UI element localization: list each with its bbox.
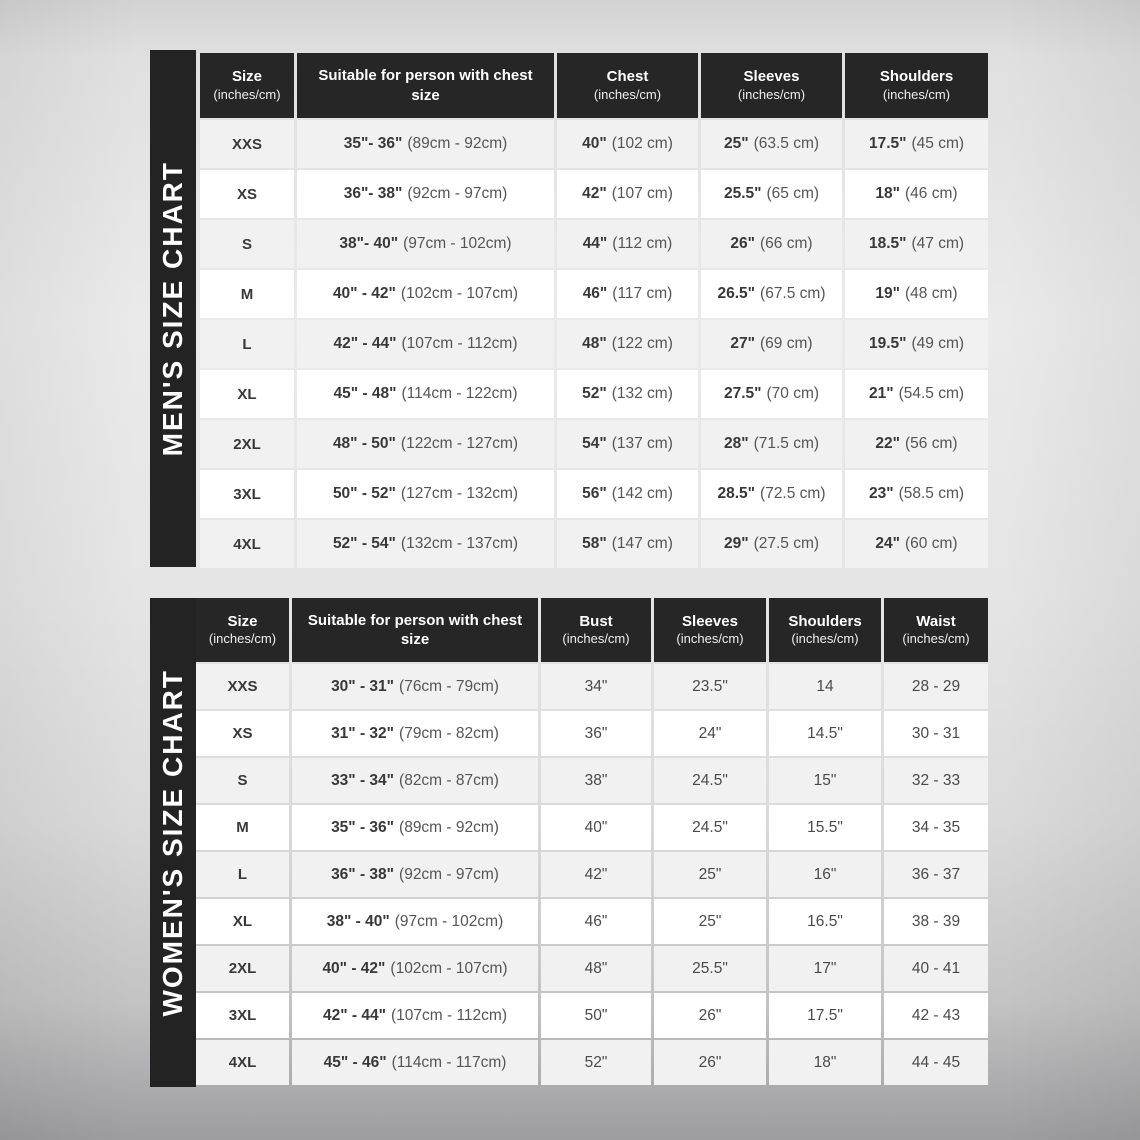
value-cm: (63.5 cm)	[753, 135, 820, 152]
value-cell: 24.5"	[654, 805, 766, 850]
value-cell	[297, 520, 554, 568]
value-cell: 14	[769, 664, 881, 709]
value-inches: 30" - 31"	[331, 677, 395, 695]
value-cm: (46 cm)	[905, 185, 958, 202]
value-cell	[701, 270, 842, 318]
header-title: Size	[227, 612, 258, 630]
header-title: Sleeves	[682, 612, 738, 630]
value-cell	[845, 470, 988, 518]
value-cell: 17"	[769, 946, 881, 991]
value-cell	[297, 270, 554, 318]
value-cm: (117 cm)	[612, 285, 673, 302]
value-cm: (54.5 cm)	[898, 385, 965, 402]
value-cell: 25.5"	[654, 946, 766, 991]
value-inches: 46"	[582, 285, 608, 302]
size-cell: 2XL	[196, 946, 289, 991]
value-cm: (60 cm)	[905, 535, 958, 552]
value-cell: 40"	[541, 805, 651, 850]
value-cell	[701, 470, 842, 518]
value-cm: (114cm - 122cm)	[401, 385, 518, 402]
value-cell: 26"	[654, 993, 766, 1038]
size-cell: XXS	[200, 120, 294, 168]
header-cell-shoulders	[769, 598, 881, 662]
size-cell: XS	[196, 711, 289, 756]
value-cm: (132 cm)	[611, 385, 673, 402]
value-inches: 52" - 54"	[332, 535, 396, 552]
value-cm: (97cm - 102cm)	[394, 912, 504, 930]
mens-banner-label: MEN'S SIZE CHART	[157, 160, 188, 457]
value-inches: 23"	[868, 485, 894, 502]
value-cell: 52"	[541, 1040, 651, 1085]
size-cell: S	[196, 758, 289, 803]
value-cm: (56 cm)	[905, 435, 958, 452]
value-cm: (122 cm)	[611, 335, 673, 352]
header-cell-waist	[884, 598, 988, 662]
size-cell: M	[196, 805, 289, 850]
header-subtitle: (inches/cm)	[593, 86, 662, 102]
value-cell	[557, 270, 698, 318]
value-cell: 38"	[541, 758, 651, 803]
value-cell	[557, 370, 698, 418]
value-cell	[292, 758, 538, 803]
value-cell	[297, 470, 554, 518]
value-cm: (58.5 cm)	[898, 485, 965, 502]
header-subtitle: (inches/cm)	[902, 631, 970, 647]
value-cell: 26"	[654, 1040, 766, 1085]
header-cell-size	[200, 53, 294, 118]
header-cell-sleeves	[654, 598, 766, 662]
value-cm: (89cm - 92cm)	[407, 135, 508, 152]
value-cell: 32 - 33	[884, 758, 988, 803]
value-cell	[701, 370, 842, 418]
value-cm: (147 cm)	[611, 535, 673, 552]
value-cell	[292, 946, 538, 991]
value-inches: 38" - 40"	[326, 912, 390, 930]
value-inches: 31" - 32"	[331, 724, 395, 742]
value-cm: (65 cm)	[766, 185, 820, 202]
value-inches: 48" - 50"	[332, 435, 396, 452]
value-cell	[292, 993, 538, 1038]
value-inches: 45" - 46"	[323, 1053, 387, 1071]
value-cell	[292, 664, 538, 709]
value-cell: 46"	[541, 899, 651, 944]
value-cm: (67.5 cm)	[760, 285, 826, 302]
value-inches: 36" - 38"	[331, 865, 395, 883]
value-cm: (76cm - 79cm)	[399, 677, 499, 695]
size-cell: 2XL	[200, 420, 294, 468]
value-cell: 42"	[541, 852, 651, 897]
value-inches: 28.5"	[717, 485, 756, 502]
value-cell	[845, 170, 988, 218]
womens-size-table	[196, 598, 988, 1085]
value-inches: 44"	[582, 235, 608, 252]
header-subtitle: (inches/cm)	[213, 86, 281, 102]
value-cm: (112 cm)	[612, 235, 673, 252]
value-cm: (79cm - 82cm)	[399, 724, 499, 742]
value-cm: (97cm - 102cm)	[403, 235, 512, 252]
value-cm: (49 cm)	[911, 335, 965, 352]
value-cell	[292, 899, 538, 944]
value-cell	[557, 470, 698, 518]
value-cm: (132cm - 137cm)	[400, 535, 519, 552]
header-title: Sleeves	[743, 68, 800, 86]
value-cm: (47 cm)	[911, 235, 965, 252]
value-cell: 15"	[769, 758, 881, 803]
size-cell: S	[200, 220, 294, 268]
value-inches: 42" - 44"	[323, 1006, 386, 1024]
value-inches: 18"	[875, 185, 901, 202]
value-cm: (107cm - 112cm)	[401, 335, 518, 352]
value-cm: (45 cm)	[911, 135, 965, 152]
value-cell	[845, 370, 988, 418]
value-cell	[701, 170, 842, 218]
value-cell: 17.5"	[769, 993, 881, 1038]
value-cell: 25"	[654, 899, 766, 944]
value-inches: 24"	[875, 535, 901, 552]
value-cell: 36 - 37	[884, 852, 988, 897]
value-cm: (92cm - 97cm)	[407, 185, 508, 202]
value-cm: (127cm - 132cm)	[400, 485, 519, 502]
value-cell: 42 - 43	[884, 993, 988, 1038]
value-cm: (70 cm)	[766, 385, 820, 402]
value-cell	[701, 120, 842, 168]
value-cell	[292, 852, 538, 897]
size-cell: L	[196, 852, 289, 897]
value-inches: 35"- 36"	[343, 135, 403, 152]
value-inches: 40" - 42"	[322, 959, 386, 977]
value-cell: 16.5"	[769, 899, 881, 944]
womens-banner-label: WOMEN'S SIZE CHART	[157, 668, 188, 1017]
value-cell: 28 - 29	[884, 664, 988, 709]
value-cm: (142 cm)	[611, 485, 673, 502]
value-cell	[557, 320, 698, 368]
size-cell: XXS	[196, 664, 289, 709]
value-cm: (102 cm)	[611, 135, 673, 152]
mens-banner	[150, 50, 196, 567]
value-cell	[845, 120, 988, 168]
value-cell	[845, 220, 988, 268]
value-cell: 23.5"	[654, 664, 766, 709]
value-cell	[701, 420, 842, 468]
value-inches: 42" - 44"	[333, 335, 397, 352]
header-subtitle: (inches/cm)	[208, 631, 277, 647]
value-inches: 25"	[723, 135, 749, 152]
header-title: Chest	[606, 68, 649, 86]
value-cell: 50"	[541, 993, 651, 1038]
value-cell	[557, 420, 698, 468]
value-inches: 35" - 36"	[331, 818, 395, 836]
value-inches: 38"- 40"	[339, 235, 399, 252]
value-inches: 25.5"	[723, 185, 762, 202]
size-cell: XS	[200, 170, 294, 218]
value-inches: 18.5"	[868, 235, 907, 252]
value-inches: 52"	[582, 385, 607, 402]
value-inches: 21"	[868, 385, 894, 402]
value-cell	[701, 320, 842, 368]
value-cell	[292, 711, 538, 756]
value-inches: 54"	[582, 435, 607, 452]
value-cell: 18"	[769, 1040, 881, 1085]
header-subtitle: (inches/cm)	[791, 631, 859, 647]
value-cell: 44 - 45	[884, 1040, 988, 1085]
header-title: Shoulders	[879, 68, 954, 86]
header-cell-size	[196, 598, 289, 662]
size-cell: 4XL	[196, 1040, 289, 1085]
value-cm: (137 cm)	[611, 435, 673, 452]
header-cell-chest	[557, 53, 698, 118]
value-cm: (102cm - 107cm)	[390, 959, 508, 977]
value-cm: (72.5 cm)	[760, 485, 826, 502]
value-inches: 50" - 52"	[332, 485, 396, 502]
value-cm: (66 cm)	[760, 235, 813, 252]
size-cell: L	[200, 320, 294, 368]
value-cell	[292, 805, 538, 850]
value-cm: (27.5 cm)	[753, 535, 820, 552]
header-subtitle: (inches/cm)	[562, 631, 630, 647]
mens-size-table	[200, 53, 988, 568]
value-cell	[297, 220, 554, 268]
value-cell: 15.5"	[769, 805, 881, 850]
value-inches: 48"	[582, 335, 607, 352]
value-inches: 58"	[582, 535, 607, 552]
value-inches: 27"	[730, 335, 756, 352]
header-title: Size	[231, 68, 262, 86]
value-cell	[845, 270, 988, 318]
value-cell: 36"	[541, 711, 651, 756]
value-cell: 34 - 35	[884, 805, 988, 850]
value-cell	[701, 220, 842, 268]
value-cell	[557, 120, 698, 168]
value-cm: (107cm - 112cm)	[390, 1006, 507, 1024]
value-cell	[557, 170, 698, 218]
value-cell	[701, 520, 842, 568]
header-title: Waist	[916, 612, 956, 630]
value-cell: 16"	[769, 852, 881, 897]
womens-banner	[150, 598, 196, 1087]
value-cell: 38 - 39	[884, 899, 988, 944]
value-cell	[845, 520, 988, 568]
value-inches: 33" - 34"	[331, 771, 395, 789]
value-cm: (89cm - 92cm)	[399, 818, 499, 836]
value-cm: (114cm - 117cm)	[391, 1053, 507, 1071]
header-cell-shoulders	[845, 53, 988, 118]
value-cell: 30 - 31	[884, 711, 988, 756]
value-cell: 40 - 41	[884, 946, 988, 991]
value-cell	[297, 370, 554, 418]
size-cell: 3XL	[200, 470, 294, 518]
value-cell	[845, 320, 988, 368]
value-cm: (69 cm)	[760, 335, 813, 352]
value-cm: (102cm - 107cm)	[400, 285, 519, 302]
value-cell: 25"	[654, 852, 766, 897]
value-cell	[297, 170, 554, 218]
value-cell	[557, 220, 698, 268]
value-cell: 14.5"	[769, 711, 881, 756]
header-title: Suitable for person with chest size	[307, 611, 523, 648]
value-inches: 19"	[875, 285, 901, 302]
header-title: Bust	[579, 612, 613, 630]
size-cell: M	[200, 270, 294, 318]
value-inches: 36"- 38"	[343, 185, 403, 202]
header-subtitle: (inches/cm)	[737, 86, 806, 102]
value-cm: (107 cm)	[611, 185, 673, 202]
header-title: Shoulders	[788, 612, 862, 630]
size-cell: 3XL	[196, 993, 289, 1038]
value-inches: 22"	[875, 435, 901, 452]
header-cell-bust	[541, 598, 651, 662]
header-cell-sleeves	[701, 53, 842, 118]
value-cell: 24"	[654, 711, 766, 756]
value-cell	[557, 520, 698, 568]
value-inches: 40"	[582, 135, 607, 152]
value-cell	[297, 120, 554, 168]
value-cell	[845, 420, 988, 468]
value-inches: 19.5"	[868, 335, 907, 352]
header-subtitle: (inches/cm)	[882, 86, 951, 102]
value-inches: 26"	[730, 235, 756, 252]
value-cell	[297, 420, 554, 468]
header-cell-suitable-for-person-with-chest-size	[292, 598, 538, 662]
size-cell: 4XL	[200, 520, 294, 568]
value-inches: 27.5"	[723, 385, 762, 402]
value-inches: 26.5"	[717, 285, 756, 302]
value-cm: (71.5 cm)	[753, 435, 820, 452]
size-cell: XL	[196, 899, 289, 944]
value-cm: (48 cm)	[905, 285, 958, 302]
value-cell: 34"	[541, 664, 651, 709]
value-inches: 40" - 42"	[332, 285, 396, 302]
value-cell: 48"	[541, 946, 651, 991]
header-title: Suitable for person with chest size	[318, 67, 533, 104]
header-subtitle: (inches/cm)	[676, 631, 744, 647]
value-cm: (82cm - 87cm)	[399, 771, 499, 789]
value-inches: 45" - 48"	[333, 385, 397, 402]
value-cell	[292, 1040, 538, 1085]
value-inches: 42"	[582, 185, 607, 202]
value-cell: 24.5"	[654, 758, 766, 803]
size-cell: XL	[200, 370, 294, 418]
header-cell-suitable-for-person-with-chest-size	[297, 53, 554, 118]
value-inches: 28"	[723, 435, 749, 452]
value-inches: 17.5"	[868, 135, 907, 152]
value-cell	[297, 320, 554, 368]
value-cm: (122cm - 127cm)	[400, 435, 519, 452]
value-inches: 29"	[723, 535, 749, 552]
value-cm: (92cm - 97cm)	[399, 865, 499, 883]
value-inches: 56"	[582, 485, 607, 502]
